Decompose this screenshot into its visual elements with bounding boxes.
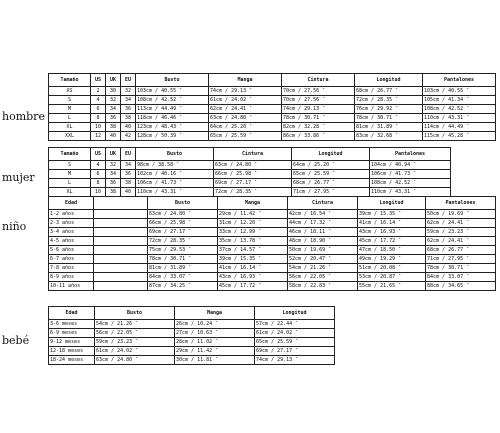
table-row [49,210,496,219]
table-cell: 29cm / 11.42 ″ [218,210,288,219]
table-cell: 74cm / 29.13 ″ [282,105,355,114]
table-cell [94,264,148,273]
table-row [49,255,496,264]
section-label-bebe: bebé [2,334,30,347]
column-header: Manga [218,197,288,210]
table-cell: 81cm / 31.89 ″ [148,264,218,273]
table-cell [94,237,148,246]
table-cell: 108cm / 42.52 ″ [136,96,209,105]
table-cell: 128cm / 50.39 ″ [136,132,209,141]
table-cell: 6 [91,170,106,179]
table-cell: 74cm / 29.13 ″ [255,356,335,365]
size-table-nino [48,196,496,291]
column-header: Cintura [282,74,355,87]
column-header: Manga [209,74,282,87]
table-cell: S [49,161,91,170]
table-cell: 33cm / 12.99 ″ [218,228,288,237]
table-cell: 63cm / 24.80 ″ [95,356,175,365]
table-cell: 32 [106,96,121,105]
column-header: US [91,74,106,87]
table-cell: 38 [121,114,136,123]
table-cell: 62cm / 24.41 ″ [426,237,496,246]
table-cell: 59cm / 23.23 ″ [426,228,496,237]
column-header: Busto [148,197,218,210]
table-cell: 65cm / 25.59 ″ [209,132,282,141]
column-header: Pantalones [426,197,496,210]
column-header: Tamaño [49,148,91,161]
table-cell: 44cm / 17.32 ″ [288,219,358,228]
table-cell: 88cm / 34.65 ″ [426,282,496,291]
table-cell: 12-18 meses [49,347,95,356]
section-label-mujer: mujer [2,171,35,184]
table-cell: 86cm / 33.86 ″ [282,132,355,141]
table-header-row [49,307,335,320]
table-cell: 46cm / 18.11 ″ [288,228,358,237]
table-cell: 65cm / 25.59 ″ [255,338,335,347]
table-cell: 47cm / 18.50 ″ [358,246,426,255]
table-cell: XL [49,123,91,132]
table-cell: 66cm / 25.98 ″ [214,170,292,179]
table-cell: XL [49,188,91,197]
column-header: Busto [136,148,214,161]
table-cell: 54cm / 21.26 ″ [95,320,175,329]
table-row [49,320,335,329]
column-header: Busto [95,307,175,320]
table-cell: 63cm / 24.80 ″ [209,114,282,123]
table-cell: 78cm / 30.71 ″ [148,255,218,264]
table-cell: 4 [91,96,106,105]
size-table-bebe [48,306,335,365]
table-cell: 66cm / 25.98 ″ [148,219,218,228]
table-cell: 54cm / 21.26 ″ [288,264,358,273]
table-cell: 68cm / 26.77 ″ [426,246,496,255]
table-cell: 41cm / 16.14 ″ [218,264,288,273]
table-cell: 81cm / 31.89 ″ [355,123,423,132]
table-cell: 36 [106,179,121,188]
table-cell: 55cm / 21.65 ″ [358,282,426,291]
table-cell: 8 [91,114,106,123]
column-header: Longitud [355,74,423,87]
table-cell: 72cm / 28.35 ″ [148,237,218,246]
table-cell [94,246,148,255]
table-cell: 75cm / 29.53 ″ [148,246,218,255]
table-cell: M [49,170,91,179]
table-cell: 115cm / 45.28 ″ [423,132,496,141]
table-header-row [49,197,496,210]
table-cell: 1-2 años [49,210,94,219]
table-row [49,228,496,237]
table-cell: L [49,114,91,123]
table-cell: 6-7 años [49,255,94,264]
table-cell [94,228,148,237]
table-cell: 59cm / 23.23 ″ [95,338,175,347]
column-header: Busto [136,74,209,87]
table-cell: 38 [106,123,121,132]
table-row [49,356,335,365]
table-cell: 64cm / 25.20 ″ [292,161,370,170]
table-cell: 26cm / 10.24 ″ [175,320,255,329]
table-cell: 84cm / 33.07 ″ [426,273,496,282]
table-cell [94,273,148,282]
table-row [49,132,496,141]
table-cell: 4-5 años [49,237,94,246]
table-cell: 106cm / 41.73 ″ [136,179,214,188]
table-cell: 62cm / 24.41 ″ [209,105,282,114]
section-label-hombre: hombre [2,110,45,123]
table-cell: M [49,105,91,114]
table-cell: 74cm / 29.13 ″ [209,87,282,96]
table-cell: 104cm / 40.94 ″ [370,161,451,170]
table-cell: 123cm / 48.43 ″ [136,123,209,132]
table-cell: XXL [49,132,91,141]
table-cell: 8-9 años [49,273,94,282]
table-row [49,161,451,170]
table-cell: 108cm / 42.52 ″ [370,179,451,188]
column-header: Pantalones [370,148,451,161]
size-table-mujer [48,147,451,197]
table-row [49,105,496,114]
table-cell: 6-9 meses [49,329,95,338]
table-cell: 34 [106,105,121,114]
table-cell: 63cm / 24.80 ″ [148,210,218,219]
table-cell: 110cm / 43.31 ″ [136,188,214,197]
table-cell: 10 [91,123,106,132]
table-cell: 7-8 años [49,264,94,273]
table-cell: 32 [106,161,121,170]
table-cell: 3-4 años [49,228,94,237]
table-cell: 10-11 años [49,282,94,291]
table-cell: 43cm / 16.93 ″ [218,273,288,282]
table-cell: 12 [91,132,106,141]
table-cell: 34 [121,96,136,105]
table-cell: 113cm / 44.49 ″ [136,105,209,114]
column-header: Longitud [255,307,335,320]
table-cell: 37cm / 14.57 ″ [218,246,288,255]
table-cell: 83cm / 32.68 ″ [355,132,423,141]
table-cell: 58cm / 22.83 ″ [288,282,358,291]
table-cell: 69cm / 27.17 ″ [148,228,218,237]
table-cell [94,282,148,291]
table-cell: 87cm / 34.25 ″ [148,282,218,291]
column-header: US [91,148,106,161]
column-header: Edad [49,197,94,210]
table-cell: 56cm / 22.05 ″ [95,329,175,338]
table-row [49,179,451,188]
table-cell: 48cm / 18.90 ″ [288,237,358,246]
table-row [49,264,496,273]
table-cell: 61cm / 24.02 ″ [95,347,175,356]
table-cell: 72cm / 28.35 ″ [355,96,423,105]
table-cell: 10 [91,188,106,197]
column-header: Longitud [292,148,370,161]
table-cell: 52cm / 20.47 ″ [288,255,358,264]
table-cell: 118cm / 46.46 ″ [136,114,209,123]
table-cell: 36 [121,170,136,179]
table-row [49,273,496,282]
table-cell: 103cm / 40.55 ″ [136,87,209,96]
table-cell: 45cm / 17.72 ″ [358,237,426,246]
table-cell: 71cm / 27.95 ″ [426,255,496,264]
table-cell: 50cm / 19.69 ″ [288,246,358,255]
table-header-row [49,74,496,87]
table-row [49,282,496,291]
column-header [94,197,148,210]
section-label-nino: niño [2,220,27,233]
table-row [49,246,496,255]
table-cell: 8 [91,179,106,188]
table-cell: 82cm / 32.28 ″ [282,123,355,132]
table-cell: 34 [121,161,136,170]
table-cell: 102cm / 40.16 ″ [136,170,214,179]
table-cell: 61cm / 24.02 ″ [209,96,282,105]
table-cell: 61cm / 24.02 ″ [255,329,335,338]
table-cell: 53cm / 20.87 ″ [358,273,426,282]
table-cell: 62cm / 24.41 ″ [426,219,496,228]
table-cell: 98cm / 38.58 ″ [136,161,214,170]
table-cell: 18-24 meses [49,356,95,365]
table-cell: 45cm / 17.72 ″ [218,282,288,291]
table-cell: 30 [106,87,121,96]
table-cell: 35cm / 13.78 ″ [218,237,288,246]
column-header: Cintura [214,148,292,161]
table-row [49,114,496,123]
table-cell: 84cm / 33.07 ″ [148,273,218,282]
table-cell: 38 [106,188,121,197]
table-cell: 2 [91,87,106,96]
table-cell: 38 [121,179,136,188]
column-header: Pantalones [423,74,496,87]
table-header-row [49,148,451,161]
table-row [49,329,335,338]
table-cell: 57cm / 22.44 ″ [255,320,335,329]
table-cell: 4 [91,161,106,170]
column-header: EU [121,148,136,161]
table-cell: 114cm / 44.49 ″ [423,123,496,132]
table-row [49,123,496,132]
table-cell: 69cm / 27.17 ″ [214,179,292,188]
table-row [49,338,335,347]
table-row [49,96,496,105]
column-header: Manga [175,307,255,320]
table-cell: 78cm / 30.71 ″ [355,114,423,123]
table-cell: 42 [121,132,136,141]
table-cell: 70cm / 27.56 ″ [282,87,355,96]
column-header: Edad [49,307,95,320]
table-row [49,87,496,96]
table-cell: 110cm / 43.31 ″ [370,188,451,197]
table-cell [94,210,148,219]
table-cell: 34 [106,170,121,179]
table-cell: 28cm / 11.02 ″ [175,338,255,347]
table-cell: 40 [121,188,136,197]
table-cell: 43cm / 16.93 ″ [358,228,426,237]
table-cell: 27cm / 10.63 ″ [175,329,255,338]
column-header: Cintura [288,197,358,210]
table-cell: 39cm / 15.35 ″ [358,210,426,219]
table-cell [94,255,148,264]
table-cell: 103cm / 40.55 ″ [423,87,496,96]
table-cell: 3-6 meses [49,320,95,329]
table-cell: 40 [121,123,136,132]
table-cell: 6 [91,105,106,114]
table-cell: 36 [121,105,136,114]
table-cell: 72cm / 28.35 ″ [214,188,292,197]
table-cell: 69cm / 27.17 ″ [255,347,335,356]
table-cell: XS [49,87,91,96]
table-cell: 30cm / 11.81 ″ [175,356,255,365]
table-cell: 2-3 años [49,219,94,228]
column-header: UK [106,74,121,87]
table-cell: 76cm / 29.92 ″ [355,105,423,114]
table-cell: S [49,96,91,105]
table-cell: 106cm / 41.73 ″ [370,170,451,179]
table-cell: 40 [106,132,121,141]
column-header: Tamaño [49,74,91,87]
table-cell: 29cm / 11.42 ″ [175,347,255,356]
table-cell: 41cm / 16.14 ″ [358,219,426,228]
table-cell: 51cm / 20.08 ″ [358,264,426,273]
table-cell: 105cm / 41.34 ″ [423,96,496,105]
table-cell: 70cm / 27.56 ″ [282,96,355,105]
table-cell: 5-6 años [49,246,94,255]
table-row [49,347,335,356]
table-row [49,219,496,228]
column-header: EU [121,74,136,87]
table-cell: 64cm / 25.20 ″ [209,123,282,132]
column-header: UK [106,148,121,161]
table-row [49,170,451,179]
table-cell: L [49,179,91,188]
table-cell: 31cm / 12.20 ″ [218,219,288,228]
table-cell: 65cm / 25.59 ″ [292,170,370,179]
table-cell: 71cm / 27.95 ″ [292,188,370,197]
table-cell: 49cm / 19.29 ″ [358,255,426,264]
table-cell: 50cm / 19.69 ″ [426,210,496,219]
table-cell: 78cm / 30.71 ″ [426,264,496,273]
table-cell: 78cm / 30.71 ″ [282,114,355,123]
table-cell: 63cm / 24.80 ″ [214,161,292,170]
table-cell: 108cm / 42.52 ″ [423,105,496,114]
table-row [49,237,496,246]
table-cell [94,219,148,228]
table-cell: 68cm / 26.77 ″ [292,179,370,188]
table-cell: 56cm / 22.05 ″ [288,273,358,282]
column-header: Longitud [358,197,426,210]
table-cell: 32 [121,87,136,96]
size-table-hombre [48,73,496,141]
table-cell: 42cm / 16.54 ″ [288,210,358,219]
table-cell: 39cm / 15.35 ″ [218,255,288,264]
table-cell: 36 [106,114,121,123]
table-cell: 68cm / 26.77 ″ [355,87,423,96]
table-cell: 9-12 meses [49,338,95,347]
table-cell: 110cm / 43.31 ″ [423,114,496,123]
